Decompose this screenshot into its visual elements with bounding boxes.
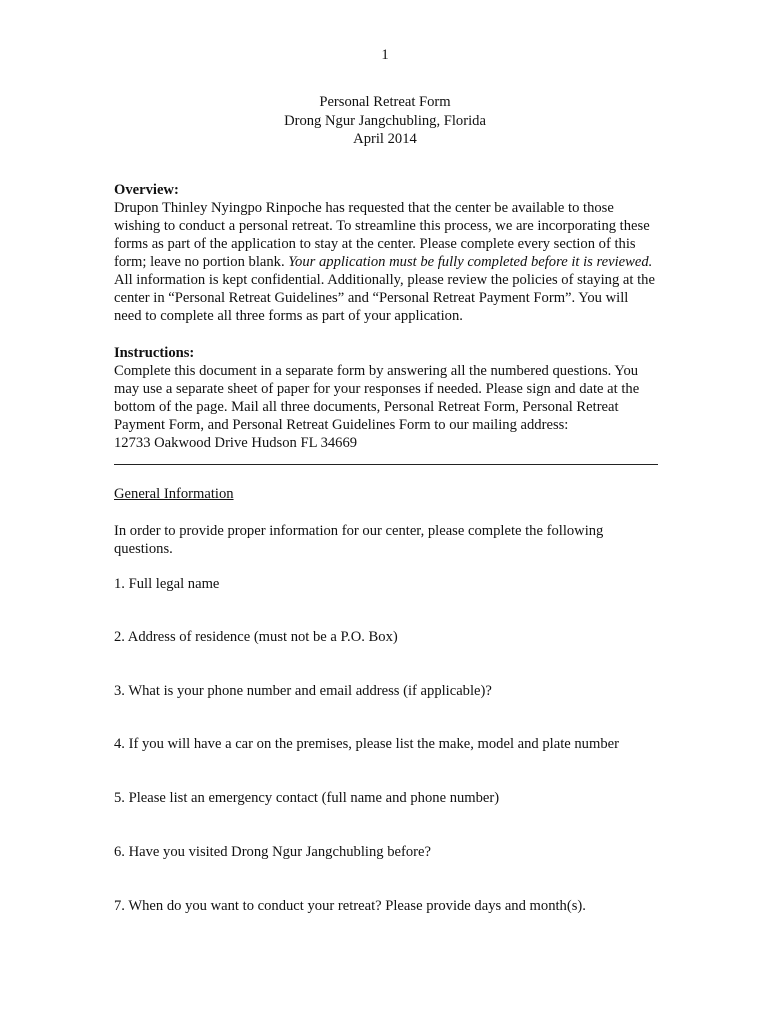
form-date: April 2014 <box>353 131 417 147</box>
question-5 <box>114 790 674 807</box>
question-number: 6. <box>114 844 125 860</box>
question-number: 2. <box>114 629 125 645</box>
question-2 <box>114 629 674 646</box>
question-number: 3. <box>114 683 125 699</box>
instructions-title: Instructions: <box>114 345 195 361</box>
horizontal-divider <box>114 464 658 465</box>
question-text: Address of residence (must not be a P.O. Box) <box>127 629 398 645</box>
question-text: Have you visited Drong Ngur Jangchubling before? <box>128 844 431 860</box>
form-location: Drong Ngur Jangchubling, Florida <box>284 112 486 129</box>
question-6 <box>114 844 674 861</box>
question-7 <box>114 898 674 915</box>
mailing-address: 12733 Oakwood Drive Hudson FL 34669 <box>114 435 358 451</box>
question-text: Please list an emergency contact (full name and phone number) <box>128 790 500 806</box>
overview-title: Overview: <box>114 182 179 198</box>
overview-text-part1: Drupon Thinley Nyingpo Rinpoche has requested that the center be available to those wishing to conduct a personal retreat. To streamline this process, we are incorporating these forms as part of the application to stay at the center. Please complete every section of this form; leave no portion blank. <box>114 200 650 270</box>
question-text: If you will have a car on the premises, please list the make, model and plate number <box>128 736 619 752</box>
overview-text-part2: All information is kept confidential. Additionally, please review the policies of staying at the center in “Personal Retreat Guidelines” and “Personal Retreat Payment Form”. You will need to complete all three forms as part of your application. <box>114 272 655 324</box>
form-title: Personal Retreat Form <box>319 94 451 110</box>
question-text: When do you want to conduct your retreat? Please provide days and month(s). <box>128 898 586 914</box>
question-1 <box>114 576 674 593</box>
question-number: 1. <box>114 576 125 592</box>
question-4 <box>114 736 674 753</box>
question-text: Full legal name <box>128 576 220 592</box>
overview-section <box>114 181 659 325</box>
question-number: 5. <box>114 790 125 806</box>
instructions-text: Complete this document in a separate form by answering all the numbered questions. You may use a separate sheet of paper for your responses if needed. Please sign and date at the bottom of the page. Mail all three documents, Personal Retreat Form, Personal Retreat Payment Form, and Personal Retreat Guidelines Form to our mailing address: <box>114 363 640 433</box>
overview-text <box>114 199 659 325</box>
general-information-heading: General Information <box>114 486 234 502</box>
overview-italic-text: Your application must be fully completed before it is reviewed. <box>288 254 653 270</box>
document-header <box>0 93 770 149</box>
question-number: 7. <box>114 898 125 914</box>
instructions-section <box>114 344 659 452</box>
page-number: 1 <box>381 47 389 63</box>
question-3 <box>114 683 674 700</box>
question-text: What is your phone number and email address (if applicable)? <box>128 683 492 699</box>
question-number: 4. <box>114 736 125 752</box>
general-intro: In order to provide proper information for our center, please complete the following questions. <box>114 523 604 557</box>
